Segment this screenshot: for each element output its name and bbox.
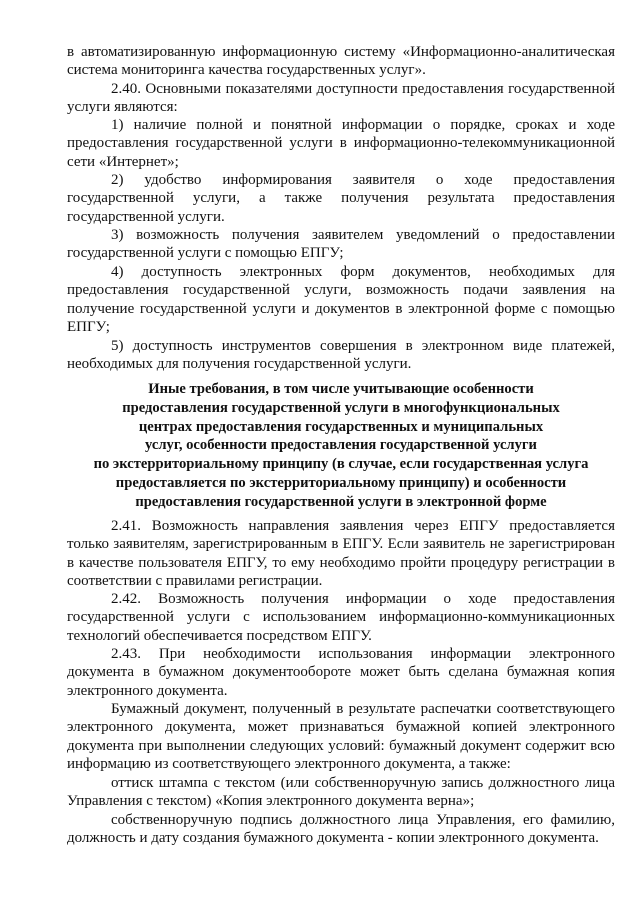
heading-line: предоставления государственной услуги в электронной форме	[135, 493, 547, 510]
heading-line: предоставляется по экстерриториальному принципу) и особенности	[115, 474, 567, 491]
paragraph-stamp: оттиск штампа с текстом (или собственноручную запись должностного лица Управления с текстом) «Копия электронного документа верна»;	[67, 775, 615, 810]
heading-line: предоставления государственной услуги в многофункциональных	[122, 399, 560, 416]
list-item-2: 2) удобство информирования заявителя о ходе предоставления государственной услуги, а также получения результата предоставления государственной услуги.	[67, 172, 615, 225]
list-item-1: 1) наличие полной и понятной информации о порядке, сроках и ходе предоставления государственной услуги в информационно-телекоммуникационной сети «Интернет»;	[67, 117, 615, 170]
list-item-5: 5) доступность инструментов совершения в электронном виде платежей, необходимых для получения государственной услуги.	[67, 338, 615, 373]
heading-line: центрах предоставления государственных и муниципальных	[138, 418, 544, 435]
heading-line: по экстерриториальному принципу (в случае, если государственная услуга	[93, 456, 589, 473]
paragraph-paper-document: Бумажный документ, полученный в результате распечатки соответствующего электронного документа, может признаваться бумажной копией электронного документа при выполнении следующих условий: бумажный документ содержит всю информацию из соответствующего электронного документа, а также:	[67, 701, 615, 773]
paragraph-2-40: 2.40. Основными показателями доступности предоставления государственной услуги являются:	[67, 81, 615, 116]
paragraph-continuation: в автоматизированную информационную систему «Информационно-аналитическая система мониторинга качества государственных услуг».	[67, 44, 615, 79]
heading-line: услуг, особенности предоставления государственной услуги	[145, 437, 537, 454]
list-item-4: 4) доступность электронных форм документов, необходимых для предоставления государственной услуги, возможность подачи заявления на получение государственной услуги и документов в электронной форме с помощью ЕПГУ;	[67, 264, 615, 336]
heading-line: Иные требования, в том числе учитывающие особенности	[148, 381, 534, 397]
paragraph-2-43: 2.43. При необходимости использования информации электронного документа в бумажном документообороте может быть сделана бумажная копия электронного документа.	[67, 646, 615, 699]
paragraph-2-42: 2.42. Возможность получения информации о ходе предоставления государственной услуги с использованием информационно-коммуникационных технологий обеспечивается посредством ЕПГУ.	[67, 591, 615, 644]
list-item-3: 3) возможность получения заявителем уведомлений о предоставлении государственной услуги с помощью ЕПГУ;	[67, 227, 615, 262]
paragraph-2-41: 2.41. Возможность направления заявления через ЕПГУ предоставляется только заявителям, зарегистрированным в ЕПГУ. Если заявитель не зарегистрирован в качестве пользователя ЕПГУ, то ему необходимо пройти процедуру регистрации в соответствии с правилами регистрации.	[67, 518, 615, 590]
section-heading	[67, 380, 615, 512]
paragraph-signature: собственноручную подпись должностного лица Управления, его фамилию, должность и дату создания бумажного документа - копии электронного документа.	[67, 812, 615, 847]
